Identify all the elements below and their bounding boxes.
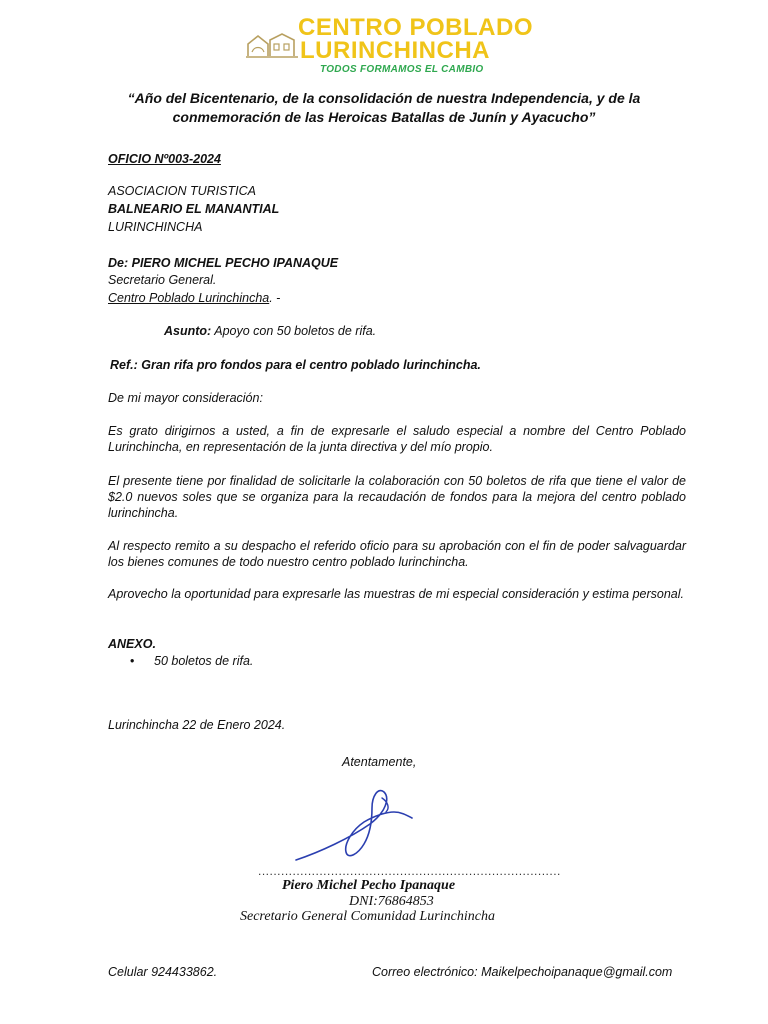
- annex-item-text: 50 boletos de rifa.: [154, 654, 254, 668]
- annex-title: ANEXO.: [108, 637, 156, 651]
- greeting: De mi mayor consideración:: [108, 391, 263, 405]
- recipient-line-3: LURINCHINCHA: [108, 220, 203, 234]
- signer-dni: DNI:76864853: [349, 894, 434, 909]
- sender-org-name: Centro Poblado Lurinchincha: [108, 291, 270, 305]
- logo-title-line1: CENTRO POBLADO: [298, 14, 533, 41]
- closing: Atentamente,: [342, 755, 417, 769]
- place-date: Lurinchincha 22 de Enero 2024.: [108, 718, 286, 732]
- footer-phone: Celular 924433862.: [108, 965, 218, 979]
- bullet-icon: •: [130, 654, 135, 668]
- paragraph-3: Al respecto remito a su despacho el referido oficio para su aprobación con el fin de poder salvaguardar los bienes comunes de todo nuestro centro poblado lurinchincha.: [108, 539, 686, 569]
- village-logo-icon: [244, 30, 300, 60]
- paragraph-4: Aprovecho la oportunidad para expresarle las muestras de mi especial consideración y estima personal.: [108, 587, 685, 601]
- signer-role: Secretario General Comunidad Lurinchincha: [240, 909, 495, 924]
- sender-role: Secretario General.: [108, 273, 217, 287]
- sender-organization: [108, 290, 280, 306]
- signature-line: ...............................................................................: [258, 864, 561, 878]
- recipient-line-1: ASOCIACION TURISTICA: [108, 184, 256, 198]
- logo-tagline: TODOS FORMAMOS EL CAMBIO: [320, 64, 484, 75]
- sender-line: De: PIERO MICHEL PECHO IPANAQUE: [108, 256, 339, 270]
- reference-line: Ref.: Gran rifa pro fondos para el centro poblado lurinchincha.: [110, 358, 481, 372]
- sender-org-suffix: . -: [269, 291, 281, 305]
- logo-title-line2: LURINCHINCHA: [300, 37, 490, 64]
- handwritten-signature: [290, 782, 430, 872]
- oficio-number: OFICIO Nº003-2024: [108, 152, 221, 166]
- footer-email: Correo electrónico: Maikelpechoipanaque@gmail.com: [372, 965, 673, 979]
- subject-label: Asunto:: [164, 324, 212, 338]
- signer-name: Piero Michel Pecho Ipanaque: [282, 878, 456, 893]
- recipient-line-2: BALNEARIO EL MANANTIAL: [108, 202, 280, 216]
- annex-list-item: [130, 653, 253, 669]
- subject-text: Apoyo con 50 boletos de rifa.: [211, 324, 377, 338]
- year-motto: “Año del Bicentenario, de la consolidación de nuestra Independencia, y de la conmemoración de las Heroicas Batallas de Junín y Ayacucho”: [127, 90, 641, 125]
- paragraph-1: Es grato dirigirnos a usted, a fin de expresarle el saludo especial a nombre del Centro Poblado Lurinchincha, en representación de la junta directiva y del mío propio.: [108, 424, 686, 454]
- paragraph-2: El presente tiene por finalidad de solicitarle la colaboración con 50 boletos de rifa que tiene el valor de $2.0 nuevos soles que se organiza para la recaudación de fondos para la mejora del centro poblado lurinchincha.: [108, 474, 686, 520]
- subject-line: [164, 323, 376, 339]
